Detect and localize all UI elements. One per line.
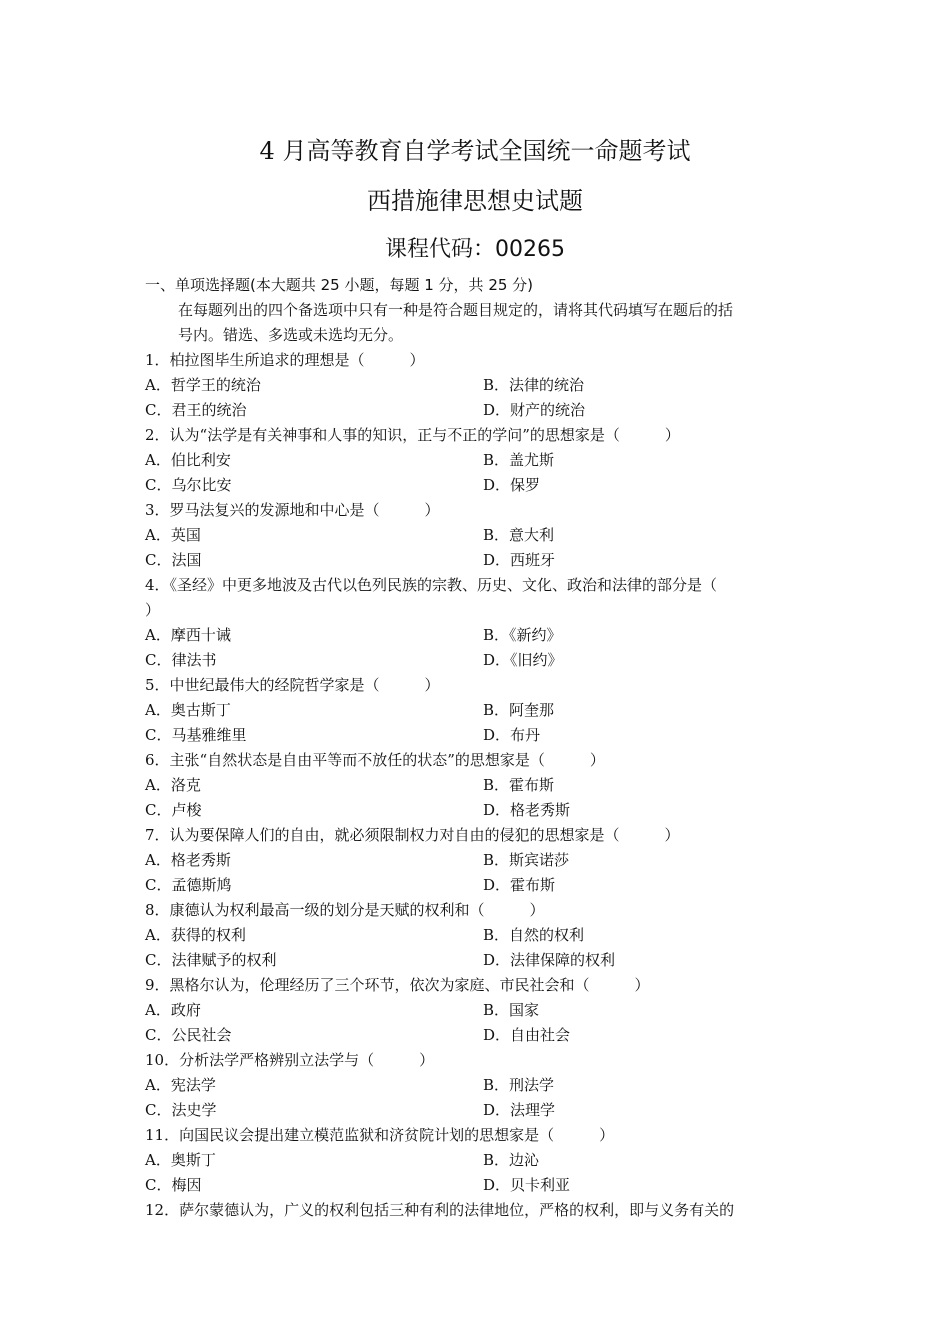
course-code: 课程代码：00265 (385, 237, 565, 262)
exam-content (145, 273, 813, 1223)
options-row (145, 448, 813, 473)
options-row (145, 723, 813, 748)
option-b: B．意大利 (483, 526, 555, 544)
option-c: C．公民社会 (145, 1026, 232, 1044)
options-row (145, 623, 813, 648)
options-row (145, 1173, 813, 1198)
question-stem: 8．康德认为权利最高一级的划分是天赋的权利和（ ） (145, 901, 545, 919)
question-stem: 5．中世纪最伟大的经院哲学家是（ ） (145, 676, 440, 694)
options-row (145, 523, 813, 548)
option-c: C．梅因 (145, 1176, 202, 1194)
options-row (145, 923, 813, 948)
option-b: B．边沁 (483, 1151, 540, 1169)
option-d: D．格老秀斯 (483, 801, 571, 819)
section-heading: 一、单项选择题(本大题共 25 小题，每题 1 分，共 25 分) (145, 276, 534, 294)
options-row (145, 998, 813, 1023)
section-instruction-cont: 号内。错选、多选或未选均无分。 (178, 326, 404, 344)
option-d: D．西班牙 (483, 551, 556, 569)
question-stem: 1．柏拉图毕生所追求的理想是（ ） (145, 351, 425, 369)
option-a: A．摩西十诫 (145, 626, 231, 644)
option-c: C．法律赋予的权利 (145, 951, 277, 969)
option-b: B．自然的权利 (483, 926, 585, 944)
option-d: D．法理学 (483, 1101, 556, 1119)
options-row (145, 373, 813, 398)
option-c: C．律法书 (145, 651, 217, 669)
question-stem: 2．认为“法学是有关神事和人事的知识，正与不正的学问”的思想家是（ ） (145, 426, 680, 444)
question-stem: 6．主张“自然状态是自由平等而不放任的状态”的思想家是（ ） (145, 751, 605, 769)
question-stem: 9．黑格尔认为，伦理经历了三个环节，依次为家庭、市民社会和（ ） (145, 976, 650, 994)
options-row (145, 1073, 813, 1098)
option-c: C．孟德斯鸠 (145, 876, 232, 894)
options-row (145, 798, 813, 823)
options-row (145, 1148, 813, 1173)
options-row (145, 1023, 813, 1048)
option-a: A．奥斯丁 (145, 1151, 216, 1169)
option-b: B．斯宾诺莎 (483, 851, 570, 869)
option-c: C．马基雅维里 (145, 726, 247, 744)
option-d: D．《旧约》 (483, 651, 563, 669)
options-row (145, 948, 813, 973)
option-b: B．霍布斯 (483, 776, 555, 794)
options-row (145, 1098, 813, 1123)
option-b: B．法律的统治 (483, 376, 585, 394)
option-b: B．国家 (483, 1001, 540, 1019)
question-list (145, 348, 813, 1223)
options-row (145, 473, 813, 498)
option-d: D．自由社会 (483, 1026, 571, 1044)
option-a: A．格老秀斯 (145, 851, 231, 869)
question-stem: 12．萨尔蒙德认为，广义的权利包括三种有利的法律地位，严格的权利，即与义务有关的 (145, 1201, 735, 1219)
question-stem: 7．认为要保障人们的自由，就必须限制权力对自由的侵犯的思想家是（ ） (145, 826, 680, 844)
paper-title: 西措施律思想史试题 (367, 187, 583, 215)
option-a: A．奥古斯丁 (145, 701, 231, 719)
option-b: B．刑法学 (483, 1076, 555, 1094)
option-a: A．伯比利安 (145, 451, 231, 469)
option-a: A．哲学王的统治 (145, 376, 261, 394)
option-c: C．乌尔比安 (145, 476, 232, 494)
question-stem: 10．分析法学严格辨别立法学与（ ） (145, 1051, 435, 1069)
question-stem: 3．罗马法复兴的发源地和中心是（ ） (145, 501, 440, 519)
option-c: C．法史学 (145, 1101, 217, 1119)
option-a: A．宪法学 (145, 1076, 216, 1094)
options-row (145, 848, 813, 873)
options-row (145, 648, 813, 673)
option-a: A．英国 (145, 526, 201, 544)
option-b: B．盖尤斯 (483, 451, 555, 469)
section-instruction: 在每题列出的四个备选项中只有一种是符合题目规定的，请将其代码填写在题后的括 (178, 301, 734, 319)
option-d: D．布丹 (483, 726, 541, 744)
option-c: C．君王的统治 (145, 401, 247, 419)
question-stem-cont: ） (145, 601, 161, 619)
option-d: D．保罗 (483, 476, 541, 494)
options-row (145, 548, 813, 573)
option-b: B．阿奎那 (483, 701, 555, 719)
option-a: A．洛克 (145, 776, 201, 794)
option-c: C．卢梭 (145, 801, 202, 819)
option-c: C．法国 (145, 551, 202, 569)
options-row (145, 873, 813, 898)
question-stem: 4．《圣经》中更多地波及古代以色列民族的宗教、历史、文化、政治和法律的部分是（ (145, 576, 718, 594)
options-row (145, 773, 813, 798)
option-a: A．获得的权利 (145, 926, 246, 944)
option-d: D．财产的统治 (483, 401, 586, 419)
option-d: D．贝卡利亚 (483, 1176, 571, 1194)
question-stem: 11．向国民议会提出建立模范监狱和济贫院计划的思想家是（ ） (145, 1126, 615, 1144)
option-b: B．《新约》 (483, 626, 562, 644)
exam-title: 4 月高等教育自学考试全国统一命题考试 (259, 137, 691, 165)
option-d: D．法律保障的权利 (483, 951, 616, 969)
option-d: D．霍布斯 (483, 876, 556, 894)
option-a: A．政府 (145, 1001, 201, 1019)
options-row (145, 398, 813, 423)
options-row (145, 698, 813, 723)
